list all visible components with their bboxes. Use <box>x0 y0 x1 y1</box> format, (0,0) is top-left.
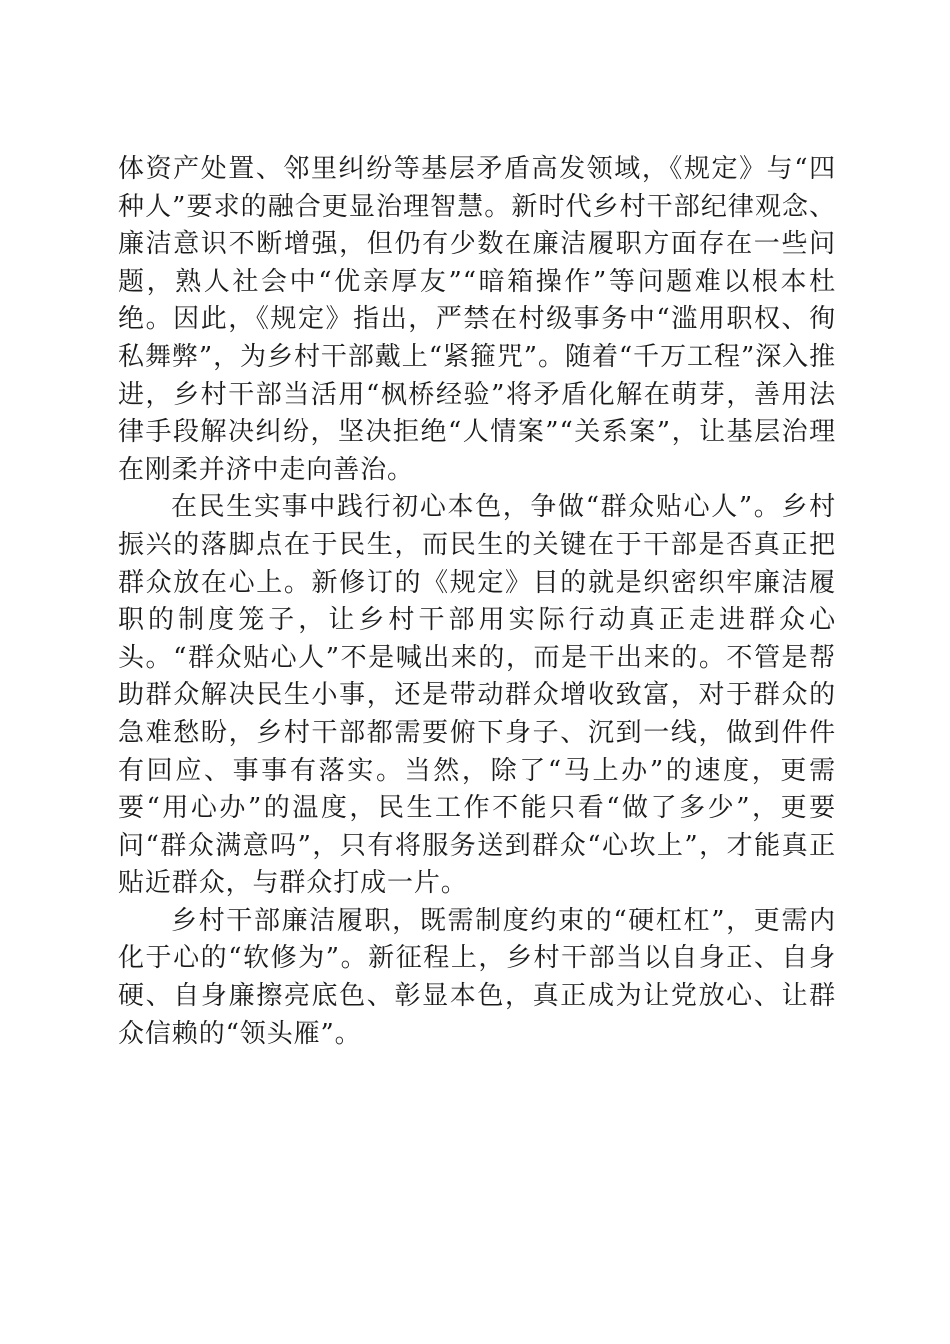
paragraph-livelihood: 在民生实事中践行初心本色，争做“群众贴心人”。乡村振兴的落脚点在于民生，而民生的关键在于干部是否真正把群众放在心上。新修订的《规定》目的就是织密织牢廉洁履职的制度笼子，让乡村干部用实际行动真正走进群众心头。“群众贴心人”不是喊出来的，而是干出来的。不管是帮助群众解决民生小事，还是带动群众增收致富，对于群众的急难愁盼，乡村干部都需要俯下身子、沉到一线，做到件件有回应、事事有落实。当然，除了“马上办”的速度，更需要“用心办”的温度，民生工作不能只看“做了多少”，更要问“群众满意吗”，只有将服务送到群众“心坎上”，才能真正贴近群众，与群众打成一片。 <box>118 492 836 899</box>
document-body <box>118 151 836 1053</box>
paragraph-conclusion: 乡村干部廉洁履职，既需制度约束的“硬杠杠”，更需内化于心的“软修为”。新征程上，乡村干部当以自身正、自身硬、自身廉擦亮底色、彰显本色，真正成为让党放心、让群众信赖的“领头雁”。 <box>118 905 836 1049</box>
paragraph-governance: 体资产处置、邻里纠纷等基层矛盾高发领域，《规定》与“四种人”要求的融合更显治理智慧。新时代乡村干部纪律观念、廉洁意识不断增强，但仍有少数在廉洁履职方面存在一些问题，熟人社会中“优亲厚友”“暗箱操作”等问题难以根本杜绝。因此，《规定》指出，严禁在村级事务中“滥用职权、徇私舞弊”，为乡村干部戴上“紧箍咒”。随着“千万工程”深入推进，乡村干部当活用“枫桥经验”将矛盾化解在萌芽，善用法律手段解决纠纷，坚决拒绝“人情案”“关系案”，让基层治理在刚柔并济中走向善治。 <box>118 154 836 485</box>
